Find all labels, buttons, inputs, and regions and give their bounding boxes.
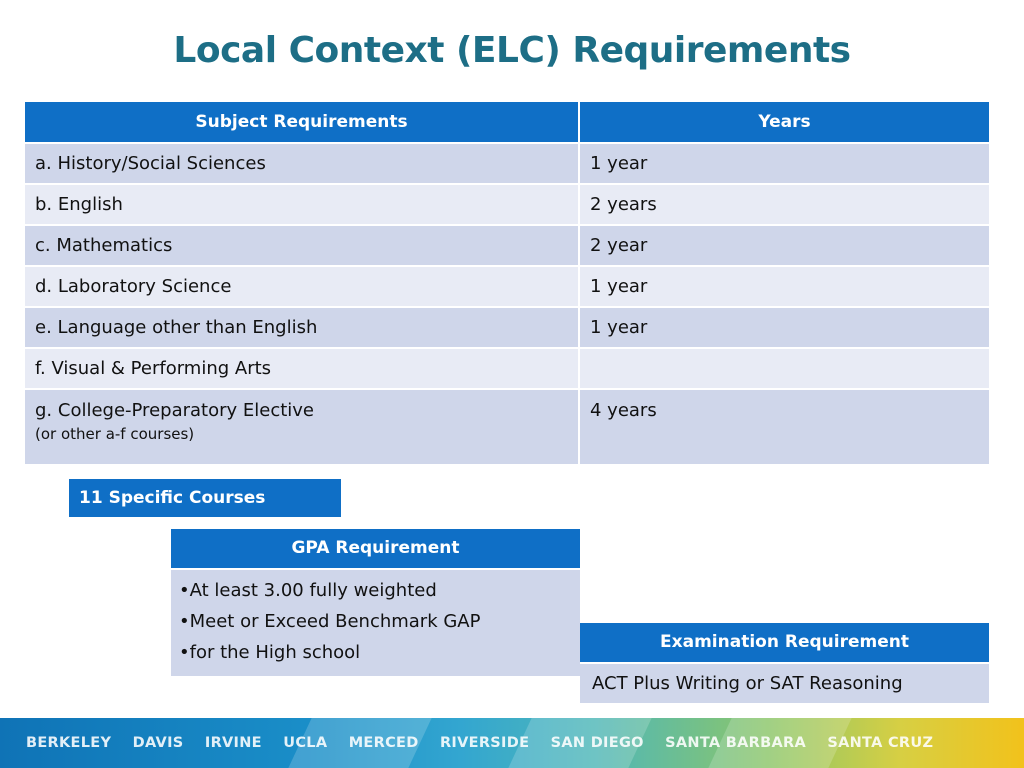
years-cell <box>580 347 989 388</box>
campus-name: RIVERSIDE <box>439 735 530 751</box>
table-row <box>25 306 989 347</box>
years-cell: 1 year <box>580 142 989 183</box>
campus-name: SANTA BARBARA <box>665 735 806 751</box>
years-cell: 2 years <box>580 183 989 224</box>
years-cell: 1 year <box>580 306 989 347</box>
subject-requirements-table <box>25 102 989 464</box>
subject-cell: f. Visual & Performing Arts <box>25 347 580 388</box>
campus-list <box>26 718 949 768</box>
subject-cell: c. Mathematics <box>25 224 580 265</box>
table-row <box>25 265 989 306</box>
subject-cell <box>25 388 580 464</box>
table-row <box>25 347 989 388</box>
gpa-requirement-box <box>171 529 580 676</box>
subject-note: (or other a-f courses) <box>35 425 195 443</box>
years-cell: 4 years <box>580 388 989 464</box>
subject-cell: e. Language other than English <box>25 306 580 347</box>
campus-name: IRVINE <box>204 735 262 751</box>
table-row <box>25 388 989 464</box>
campus-name: BERKELEY <box>26 735 112 751</box>
campus-footer-banner <box>0 718 1024 768</box>
gpa-list <box>171 568 580 676</box>
page-title: Local Context (ELC) Requirements <box>173 30 851 71</box>
subject-label: g. College-Preparatory Elective <box>35 400 314 421</box>
column-header-subject: Subject Requirements <box>25 102 580 142</box>
gpa-item: •At least 3.00 fully weighted <box>179 580 437 601</box>
table-row <box>25 224 989 265</box>
exam-value: ACT Plus Writing or SAT Reasoning <box>580 662 989 703</box>
subject-cell: b. English <box>25 183 580 224</box>
exam-requirement-box <box>580 623 989 703</box>
column-header-years: Years <box>580 102 989 142</box>
table-row <box>25 183 989 224</box>
campus-name: DAVIS <box>132 735 184 751</box>
campus-name: UCLA <box>283 735 328 751</box>
gpa-header: GPA Requirement <box>171 529 580 568</box>
courses-count-badge: 11 Specific Courses <box>69 479 341 517</box>
table-header-row <box>25 102 989 142</box>
gpa-item: •Meet or Exceed Benchmark GAP <box>179 611 481 632</box>
years-cell: 2 year <box>580 224 989 265</box>
gpa-item: •for the High school <box>179 642 361 663</box>
campus-name: SANTA CRUZ <box>827 735 934 751</box>
subject-cell: d. Laboratory Science <box>25 265 580 306</box>
exam-header: Examination Requirement <box>580 623 989 662</box>
subject-cell: a. History/Social Sciences <box>25 142 580 183</box>
years-cell: 1 year <box>580 265 989 306</box>
campus-name: MERCED <box>348 735 419 751</box>
table-row <box>25 142 989 183</box>
campus-name: SAN DIEGO <box>550 735 644 751</box>
